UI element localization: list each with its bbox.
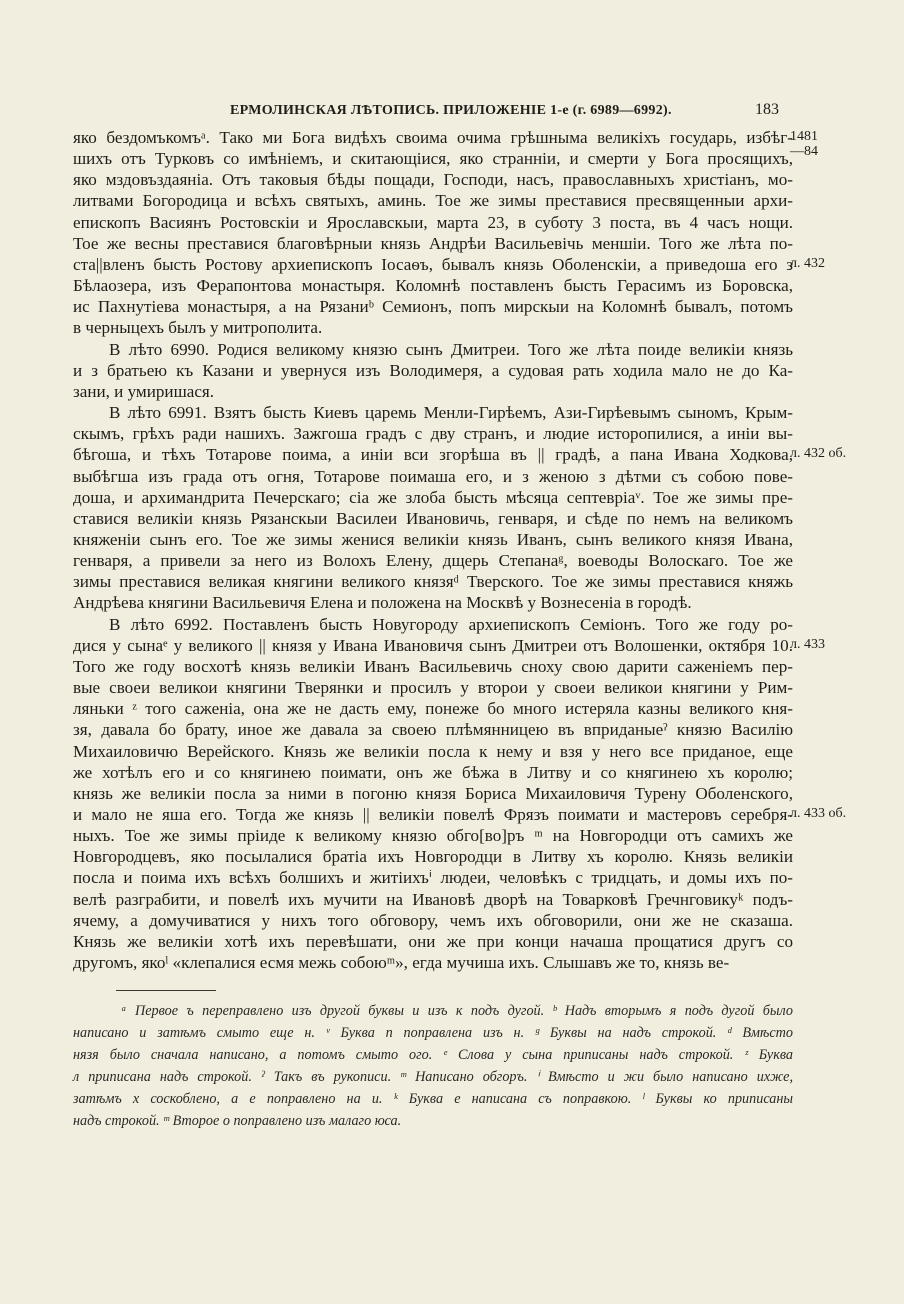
text-line: Того же году восхотѣ князь великіи Иванъ Васильевичь сноху свою дарити саженіемъ пер- (73, 656, 793, 676)
text-line: ляньки ᶻ того саженіа, она же не дасть ему, понеже бо много истеряла казны великого кня- (73, 699, 793, 719)
text-line: генваря, а привели за него из Волохъ Елену, дщерь Степанаᵍ, воеводы Волоскаго. Тое же (73, 551, 793, 571)
margin-note: л. 433 об. (790, 805, 847, 821)
text-line: ныхъ. Тое же зимы пріиде к великому князю обго[во]ръ ᵐ на Новгородци отъ самихъ же (73, 826, 793, 846)
text-line: шихъ отъ Турковъ со имѣніемъ, и скитающіися, яко странніи, и смерти у Бога просящихъ, (73, 149, 793, 169)
footnote-line: затѣмъ х соскоблено, а е поправлено на и. ᵏ Буква е написана съ поправкою. ˡ Буквы ко приписаны (73, 1091, 793, 1107)
text-line: бѣгоша, и тѣхъ Тотарове поима, а иніи вси згорѣша въ || градѣ, а пана Ивана Ходкова, (73, 445, 793, 465)
text-line: В лѣто 6990. Родися великому князю сынъ Дмитреи. Того же лѣта поиде великіи князь (109, 339, 793, 359)
text-line: ячему, а домучиватися у нихъ того обговору, чемъ ихъ обговорили, они же не сказаша. (73, 910, 793, 930)
text-line: Тое же весны преставися благовѣрныи князь Андрѣи Васильевічь меншіи. Того же лѣта по- (73, 233, 793, 253)
text-line: в черныцехъ былъ у митрополита. (73, 318, 323, 338)
text-line: зимы преставися великая княгини великого князяᵈ Тверского. Тое же зимы преставися княжь (73, 572, 793, 592)
running-title: ЕРМОЛИНСКАЯ ЛѢТОПИСЬ. ПРИЛОЖЕНІЕ 1-е (г. 6989—6992). (230, 103, 672, 118)
text-line: зани, и умиришася. (73, 381, 215, 401)
footnote-line: ᵃ Первое ъ переправлено изъ другой буквы и изъ к подъ дугой. ᵇ Надъ вторымъ я подъ дугой было (121, 1003, 793, 1019)
text-line: же хотѣлъ его и со княгинею поимати, онъ же бѣжа в Литву и со княгинею хъ королю; (73, 762, 793, 782)
margin-note: л. 433 (790, 636, 825, 652)
text-line: другомъ, якоˡ «клепалися есмя межь собоюᵐ», егда мучиша ихъ. Слышавъ же то, князь ве- (73, 953, 730, 973)
text-line: литвами Богородица и всѣхъ святыхъ, аминь. Тое же зимы преставися пресвященныи архи- (73, 191, 793, 211)
margin-note: 1481 (790, 129, 818, 144)
text-line: яко мздовъздаяніа. Отъ таковыя бѣды пощади, Господи, насъ, православныхъ христіанъ, мо- (73, 170, 793, 190)
text-line: князь же великіи посла за ними в погоню князя Бориса Михаиловичя Турену Оболенского, (73, 783, 793, 803)
text-line: В лѣто 6992. Поставленъ бысть Новугороду архиепископъ Семіонъ. Того же году ро- (109, 614, 793, 634)
text-line: посла и поима ихъ всѣхъ болшихъ и житіихъⁱ людеи, человѣкъ с тридцать, и домы ихъ по- (73, 868, 793, 888)
text-line: Новгородцевъ, яко посылалися братіа ихъ Новгородци в Литву хъ королю. Князь великіи (73, 847, 793, 867)
footnote-line: написано и затѣмъ смыто еще н. ᵛ Буква п поправлена изъ н. ᵍ Буквы на надъ строкой. ᵈ Вмѣсто (73, 1025, 793, 1041)
text-line: епископъ Васиянъ Ростовскіи и Ярославскыи, марта 23, в суботу 3 поста, въ 4 часъ нощи. (73, 212, 793, 232)
text-line: и з братьею къ Казани и увернуся изъ Володимеря, а судовая рать ходила мало не до Ка- (73, 360, 793, 380)
text-line: яко бездомъкомъᵃ. Тако ми Бога видѣхъ своима очима грѣшныма великіхъ государь, избѣг- (73, 128, 793, 147)
footnote-divider (116, 990, 216, 991)
margin-note: л. 432 об. (790, 446, 847, 462)
text-line: выбѣгша изъ града отъ огня, Тотарове поимаша его, и з женою з дѣтми съ собою пове- (73, 466, 793, 486)
text-line: доша, и архимандрита Печерскаго; сіа же злоба бысть мѣсяца септевріаᵛ. Тое же зимы пре- (73, 487, 793, 507)
text-line: Бѣлаозера, изъ Ферапонтова монастыря. Коломнѣ поставленъ бысть Герасимъ из Боровска, (73, 276, 793, 296)
page-number: 183 (755, 101, 779, 118)
text-line: ставися великіи князь Рязанскыи Василеи Ивановичь, генваря, и сѣде по немъ на великомъ (73, 508, 793, 528)
text-line: ста||вленъ бысть Ростову архиепископъ Іосаѳъ, бывалъ князь Оболенскіи, а приведоша его з (73, 254, 793, 274)
text-line: велѣ разграбити, и повелѣ ихъ мучити на Ивановѣ дворѣ на Товарковѣ Гречнговикуᵏ подъ- (73, 889, 793, 909)
text-line: ис Пахнутіева монастыря, а на Рязаниᵇ Семионъ, попъ мирскыи на Коломнѣ бывалъ, потомъ (73, 297, 793, 317)
margin-note: л. 432 (790, 255, 825, 271)
text-line: княженіи сынъ его. Тое же зимы женися великіи князь Иванъ, сынъ великого князя Ивана, (73, 529, 793, 549)
text-line: и мало не яша его. Тогда же князь || великіи повелѣ Фрязъ поимати и мастеровъ серебря- (73, 805, 793, 824)
text-line: Михаиловичю Верейского. Князь же великіи посла к нему и взя у него все приданое, еще (73, 741, 793, 761)
text-line: скымъ, грѣхъ ради нашихъ. Зажгоша градъ с дву странъ, и людие исторопилися, а иніи вы- (73, 424, 793, 444)
text-line: Князь же великіи хотѣ ихъ перевѣшати, они же при конци начаша прощатися другъ со (73, 931, 793, 951)
main-text (73, 127, 793, 973)
text-line: В лѣто 6991. Взятъ бысть Киевъ царемь Менли-Гирѣемъ, Ази-Гирѣевымъ сыномъ, Крым- (109, 403, 793, 423)
footnote-line: нязя было сначала написано, а потомъ смыто ого. ᵉ Слова у сына приписаны надъ строкой. ᶻ Буква (73, 1047, 793, 1063)
text-line: зя, давала бо брату, иное же давала за своею плѣмянницею въ вприданыеˀ князю Василію (73, 720, 793, 740)
text-line: дися у сынаᵉ у великого || князя у Ивана Ивановичя сынъ Дмитреи отъ Волошенки, октября 10. (73, 635, 793, 655)
footnote-line: л приписана надъ строкой. ˀ Такъ въ рукописи. ᵐ Написано обгоръ. ⁱ Вмѣсто и жи было написано ихже, (73, 1069, 793, 1085)
text-line: вые своеи великои княгини Тверянки и просилъ у второи у своеи великои княгини у Рим- (73, 678, 793, 698)
text-line: Андрѣева княгини Васильевичя Елена и положена на Москвѣ у Вознесеніа в городѣ. (73, 593, 692, 613)
margin-note: —84 (790, 144, 818, 160)
footnote-line: надъ строкой. ᵐ Второе о поправлено изъ малаго юса. (73, 1113, 402, 1129)
footnotes (73, 1000, 793, 1132)
